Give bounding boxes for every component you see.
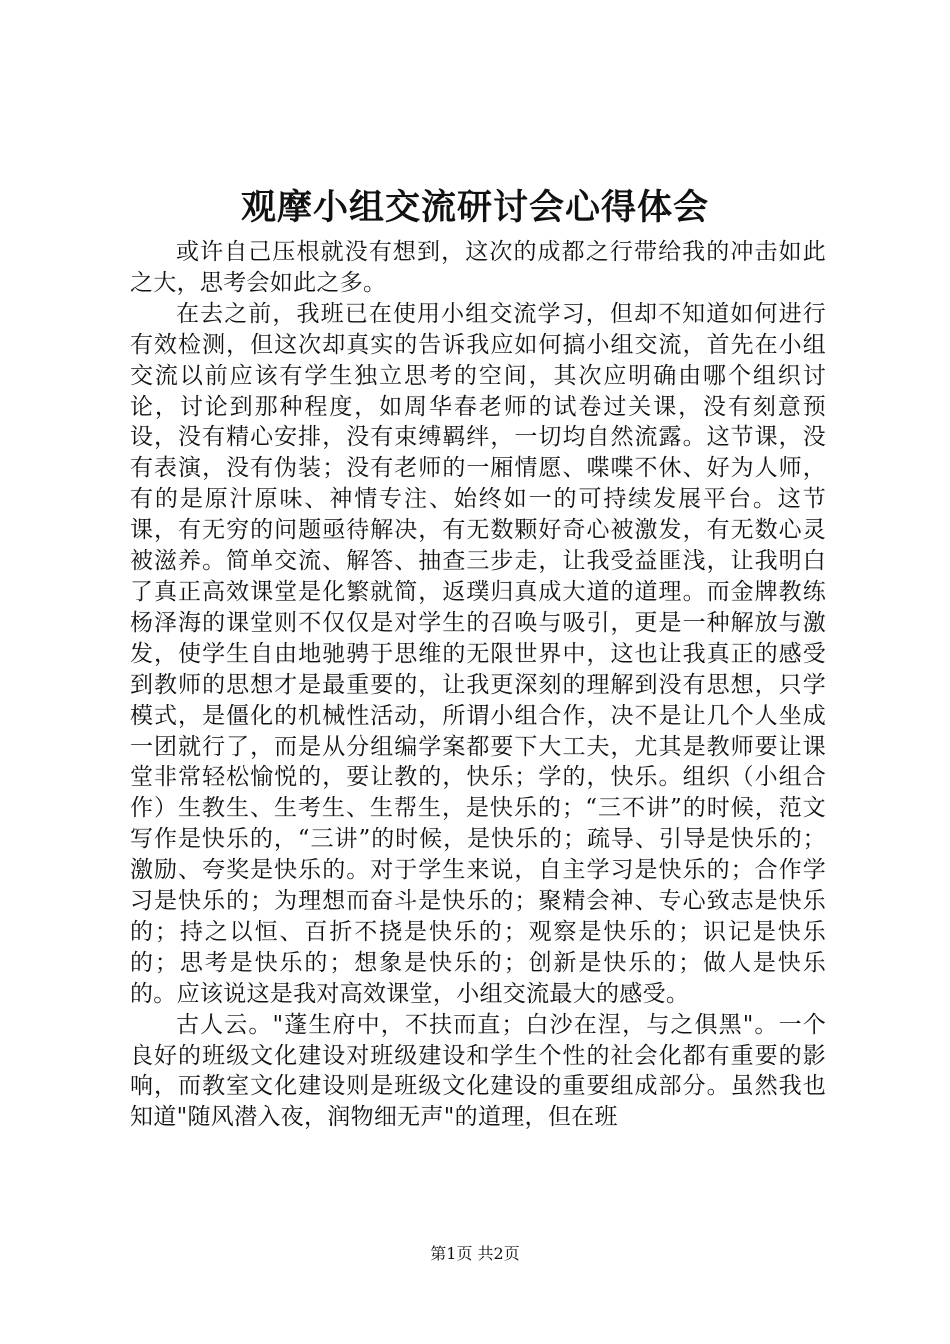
page-footer: 第1页 共2页	[430, 1244, 520, 1263]
paragraph-1: 或许自己压根就没有想到，这次的成都之行带给我的冲击如此之大，思考会如此之多。	[130, 239, 826, 296]
document-title: 观摩小组交流研讨会心得体会	[240, 188, 709, 228]
document-body	[130, 237, 826, 1133]
paragraph-2: 在去之前，我班已在使用小组交流学习，但却不知道如何进行有效检测，但这次却真实的告诉我应如何搞小组交流，首先在小组交流以前应该有学生独立思考的空间，其次应明确由哪个组织讨论，讨论到那种程度，如周华春老师的试卷过关课，没有刻意预设，没有精心安排，没有束缚羁绊，一切均自然流露。这节课，没有表演，没有伪装；没有老师的一厢情愿、喋喋不休、好为人师，有的是原汁原味、神情专注、始终如一的可持续发展平台。这节课，有无穷的问题亟待解决，有无数颗好奇心被激发，有无数心灵被滋养。简单交流、解答、抽查三步走，让我受益匪浅，让我明白了真正高效课堂是化繁就简，返璞归真成大道的道理。而金牌教练杨泽海的课堂则不仅仅是对学生的召唤与吸引，更是一种解放与激发，使学生自由地驰骋于思维的无限世界中，这也让我真正的感受到教师的思想才是最重要的，让我更深刻的理解到没有思想，只学模式，是僵化的机械性活动，所谓小组合作，决不是让几个人坐成一团就行了，而是从分组编学案都要下大工夫，尤其是教师要让课堂非常轻松愉悦的，要让教的，快乐；学的，快乐。组织（小组合作）生教生、生考生、生帮生，是快乐的；“三不讲”的时候，范文写作是快乐的，“三讲”的时候，是快乐的；疏导、引导是快乐的；激励、夸奖是快乐的。对于学生来说，自主学习是快乐的；合作学习是快乐的；为理想而奋斗是快乐的；聚精会神、专心致志是快乐的；持之以恒、百折不挠是快乐的；观察是快乐的；识记是快乐的；思考是快乐的；想象是快乐的；创新是快乐的；做人是快乐的。应该说这是我对高效课堂，小组交流最大的感受。	[130, 300, 826, 1007]
paragraph-3: 古人云。"蓬生府中，不扶而直；白沙在涅，与之俱黑"。一个良好的班级文化建设对班级建设和学生个性的社会化都有重要的影响，而教室文化建设则是班级文化建设的重要组成部分。虽然我也知道"随风潜入夜，润物细无声"的道理，但在班	[130, 1011, 826, 1131]
